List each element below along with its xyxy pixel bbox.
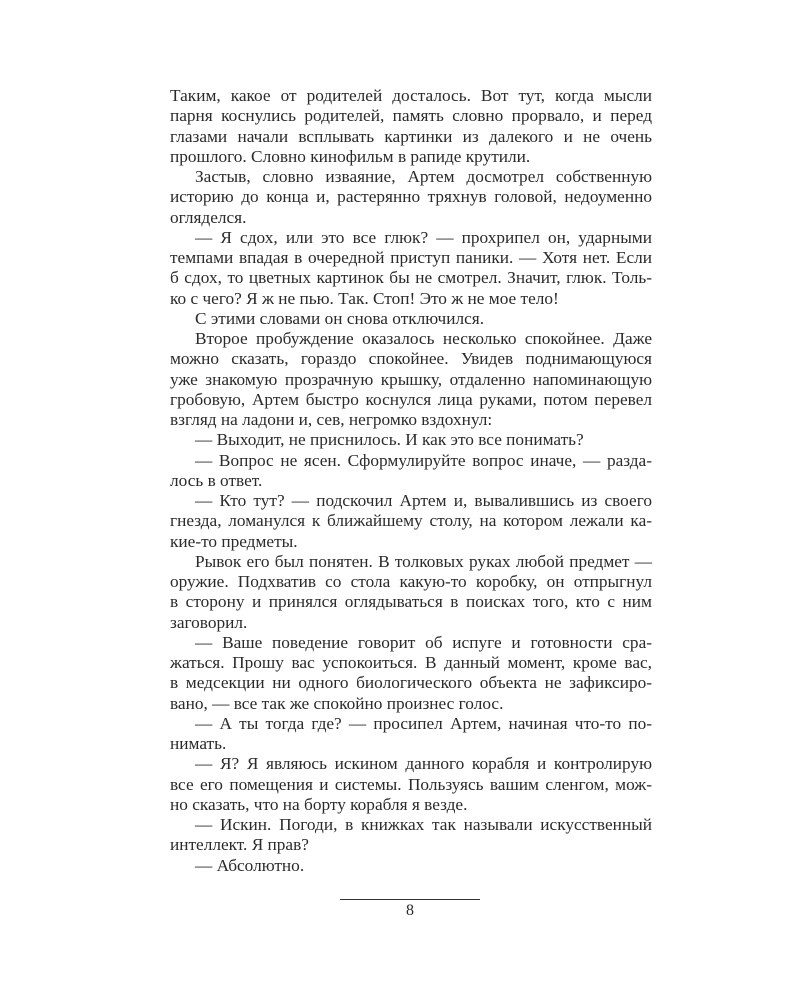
paragraph	[170, 552, 652, 633]
paragraph	[170, 451, 652, 492]
text-line: Таким, какое от родителей досталось. Вот тут, когда мысли	[170, 86, 652, 105]
text-line: — Я? Я являюсь искином данного корабля и контролирую	[195, 754, 652, 774]
text-line: Второе пробуждение оказалось несколько спокойнее. Даже	[195, 329, 652, 348]
text-line: — Абсолютно.	[195, 855, 305, 875]
text-line: б сдох, то цветных картинок бы не смотрел. Значит, глюк. Толь-	[170, 268, 652, 288]
text-line: Рывок его был понятен. В толковых руках любой предмет —	[195, 551, 652, 571]
text-line: — Ваше поведение говорит об испуге и готовности сра-	[195, 632, 652, 652]
text-line: — Вопрос не ясен. Сформулируйте вопрос иначе, — разда-	[195, 450, 652, 470]
text-line: взгляд на ладони и, сев, негромко вздохнул:	[170, 410, 493, 429]
text-line: Застыв, словно изваяние, Артем досмотрел собственную	[195, 167, 652, 186]
text-line: — А ты тогда где? — просипел Артем, начиная что-то по-	[195, 713, 652, 733]
paragraph	[170, 633, 652, 714]
text-line: в сторону и принялся оглядываться в поисках того, кто с ним	[170, 592, 652, 612]
text-line: лось в ответ.	[170, 470, 263, 490]
text-line: все его помещения и системы. Пользуясь вашим сленгом, мож-	[170, 774, 652, 794]
paragraph	[170, 491, 652, 552]
text-line: вано, — все так же спокойно произнес голос.	[170, 693, 504, 713]
text-line: но сказать, что на борту корабля я везде.	[170, 794, 468, 814]
paragraph	[170, 714, 652, 755]
paragraph	[170, 329, 652, 430]
page-number: 8	[406, 902, 414, 919]
paragraph	[170, 228, 652, 309]
paragraph	[170, 815, 652, 856]
paragraph	[170, 430, 652, 450]
text-line: можно сказать, гораздо спокойнее. Увидев поднимающуюся	[170, 349, 652, 369]
text-line: темпами впадая в очередной приступ паники. — Хотя нет. Если	[170, 248, 652, 267]
text-line: заговорил.	[170, 612, 248, 632]
text-line: в медсекции ни одного биологического объекта не зафиксиро-	[170, 673, 652, 693]
text-line: нимать.	[170, 734, 227, 753]
paragraph	[170, 754, 652, 815]
text-line: — Искин. Погоди, в книжках так называли искусственный	[195, 815, 652, 834]
text-line: — Кто тут? — подскочил Артем и, вывалившись из своего	[195, 491, 652, 510]
book-page-body	[170, 86, 652, 876]
text-line: огляделся.	[170, 207, 247, 227]
text-line: оружие. Подхватив со стола какую-то коробку, он отпрыгнул	[170, 572, 652, 591]
text-line: — Я сдох, или это все глюк? — прохрипел он, ударными	[195, 227, 652, 247]
paragraph	[170, 856, 652, 876]
text-line: жаться. Прошу вас успокоиться. В данный момент, кроме вас,	[170, 653, 652, 672]
text-line: — Выходит, не приснилось. И как это все понимать?	[195, 430, 584, 450]
paragraph	[170, 309, 652, 329]
paragraph	[170, 86, 652, 167]
text-line: интеллект. Я прав?	[170, 835, 309, 855]
text-line: ко с чего? Я ж не пью. Так. Стоп! Это ж не мое тело!	[170, 288, 559, 308]
text-line: парня коснулись родителей, память словно прорвало, и перед	[170, 106, 652, 126]
text-line: гнезда, ломанулся к ближайшему столу, на котором лежали ка-	[170, 511, 652, 531]
text-line: уже знакомую прозрачную крышку, отдаленно напоминающую	[170, 369, 652, 389]
paragraph	[170, 167, 652, 228]
text-line: С этими словами он снова отключился.	[195, 308, 485, 328]
text-line: прошлого. Словно кинофильм в рапиде крутили.	[170, 146, 531, 166]
text-line: кие-то предметы.	[170, 531, 298, 551]
text-line: гробовую, Артем быстро коснулся лица руками, потом перевел	[170, 389, 652, 409]
text-line: историю до конца и, растерянно тряхнув головой, недоуменно	[170, 187, 652, 207]
footer-rule	[340, 899, 480, 900]
text-line: глазами начали всплывать картинки из далекого и не очень	[170, 126, 652, 146]
